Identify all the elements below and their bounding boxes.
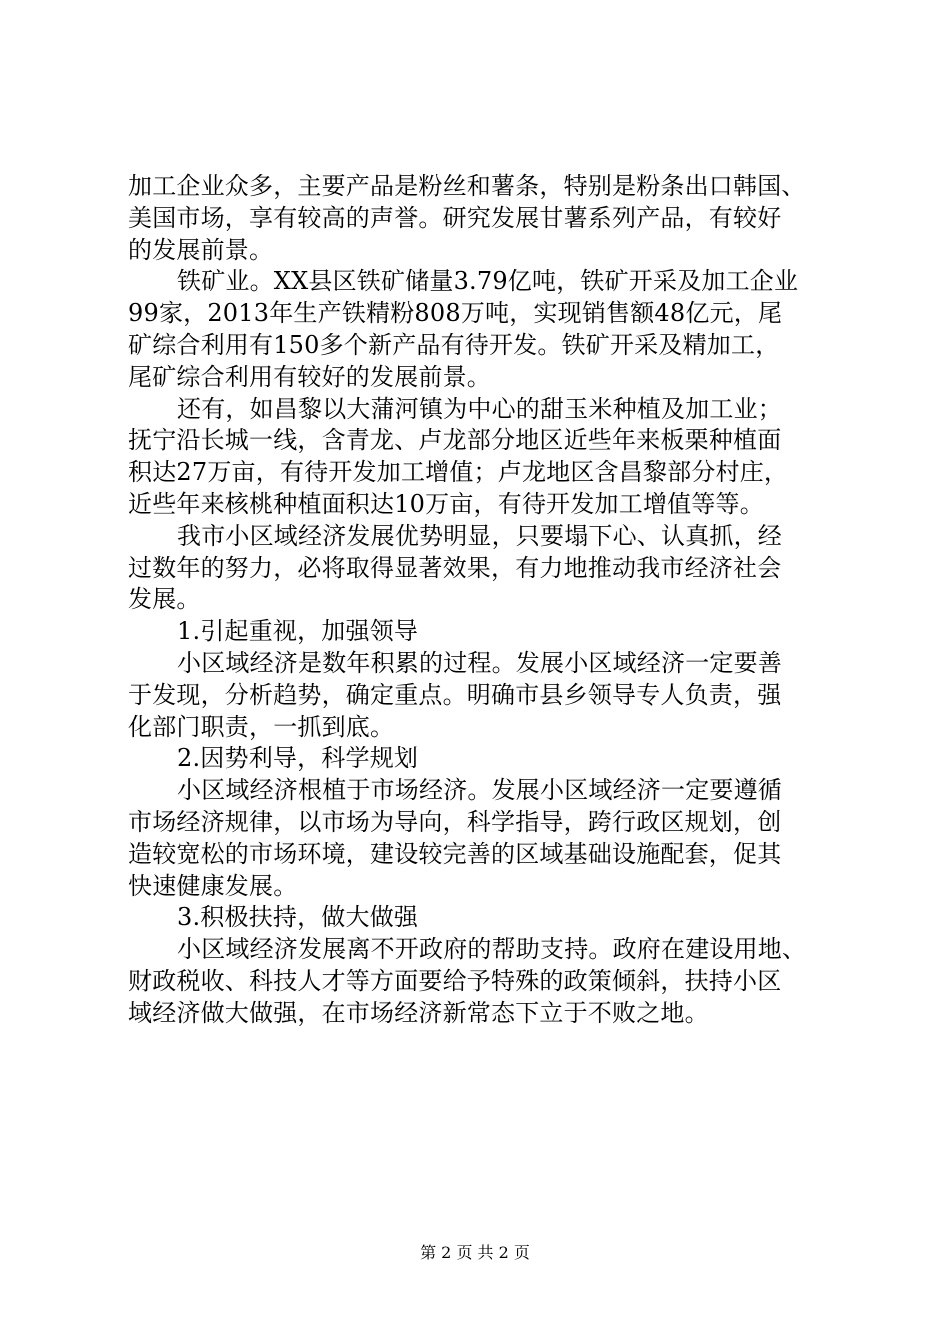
text-line: 造较宽松的市场环境，建设较完善的区域基础设施配套，促其 [128,839,782,868]
text-line: 矿综合利用有150多个新产品有待开发。铁矿开采及精加工， [128,330,780,359]
text-line: 市场经济规律，以市场为导向，科学指导，跨行政区规划，创 [128,807,782,836]
paragraph-first-line: 小区域经济是数年积累的过程。发展小区域经济一定要善 [177,648,782,677]
text-line: 美国市场，享有较高的声誉。研究发展甘薯系列产品，有较好 [128,203,782,232]
section-heading: 1.引起重视，加强领导 [177,617,419,646]
text-line: 化部门职责，一抓到底。 [128,712,395,741]
text-line: 发展。 [128,585,201,614]
text-line: 积达27万亩，有待开发加工增值；卢龙地区含昌黎部分村庄， [128,458,789,487]
paragraph-first-line: 小区域经济发展离不开政府的帮助支持。政府在建设用地、 [177,935,807,964]
text-line: 的发展前景。 [128,235,274,264]
text-line: 加工企业众多，主要产品是粉丝和薯条，特别是粉条出口韩国、 [128,172,806,200]
text-line: 近些年来核桃种植面积达10万亩，有待开发加工增值等等。 [128,489,764,518]
text-line: 尾矿综合利用有较好的发展前景。 [128,362,491,391]
section-heading: 2.因势利导，科学规划 [177,744,419,773]
text-line: 抚宁沿长城一线，含青龙、卢龙部分地区近些年来板栗种植面 [128,426,782,455]
paragraph-first-line: 铁矿业。XX县区铁矿储量3.79亿吨，铁矿开采及加工企业 [177,267,799,296]
page-footer: 第 2 页 共 2 页 [420,1243,530,1262]
section-heading: 3.积极扶持，做大做强 [177,903,419,932]
text-line: 域经济做大做强，在市场经济新常态下立于不败之地。 [128,998,709,1027]
text-line: 过数年的努力，必将取得显著效果，有力地推动我市经济社会 [128,553,782,582]
paragraph-first-line: 还有，如昌黎以大蒲河镇为中心的甜玉米种植及加工业； [177,394,782,423]
document-body [128,171,834,1030]
paragraph-first-line: 小区域经济根植于市场经济。发展小区域经济一定要遵循 [177,776,782,805]
text-line: 财政税收、科技人才等方面要给予特殊的政策倾斜，扶持小区 [128,966,782,995]
paragraph-first-line: 我市小区域经济发展优势明显，只要塌下心、认真抓，经 [177,521,782,550]
text-line: 于发现，分析趋势，确定重点。明确市县乡领导专人负责，强 [128,680,782,709]
text-line: 99家，2013年生产铁精粉808万吨，实现销售额48亿元，尾 [128,299,783,328]
text-line: 快速健康发展。 [128,871,298,900]
